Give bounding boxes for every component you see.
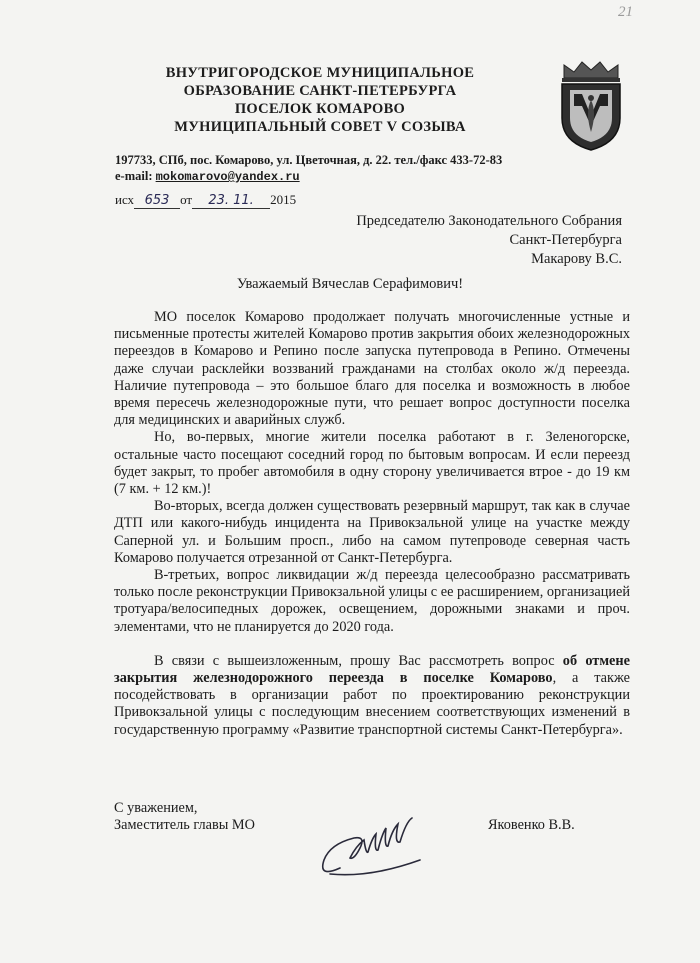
signer-name: Яковенко В.В. xyxy=(488,817,575,833)
paragraph-4: В-третьих, вопрос ликвидации ж/д переезда целесообразно рассматривать только после реконструкции Привокзальной улицы с ее расширением, организацией тротуара/велосипедных дорожек, освещением, дорожными знаками и проч. элементами, что не планируется до 2020 года. xyxy=(114,567,630,635)
email-label: e-mail: xyxy=(115,169,156,183)
letterhead-line-2: ОБРАЗОВАНИЕ САНКТ-ПЕТЕРБУРГА xyxy=(183,83,457,99)
salutation: Уважаемый Вячеслав Серафимович! xyxy=(236,276,464,292)
addressee-line-3: Макарову В.С. xyxy=(531,251,622,267)
closing-regards: С уважением, xyxy=(114,800,198,816)
ref-date: 23. 11. xyxy=(192,193,270,209)
letterhead-title xyxy=(140,64,500,136)
paragraph-5 xyxy=(114,653,630,739)
ref-number: 653 xyxy=(134,193,180,209)
paragraph-1: МО поселок Комарово продолжает получать многочисленные устные и письменные протесты жителей Комарово против закрытия обоих железнодорожных переездов в Комарово и Репино после запуска путепровода в Репино. Отмечены даже случаи расклейки воззваний гражданами на столбах около ж/д переезда. Наличие путепровода – это большое благо для поселка и возможность в любое время пересечь железнодорожные пути, что решает вопрос доступности поселка для медицинских и аварийных служб. xyxy=(114,309,630,429)
postal-address: 197733, СПб, пос. Комарово, ул. Цветочная, д. 22. тел./факс 433-72-83 xyxy=(115,153,503,167)
address-block xyxy=(115,152,502,185)
addressee-line-2: Санкт-Петербурга xyxy=(509,232,622,248)
ref-middle: от xyxy=(180,192,193,207)
letter-body xyxy=(114,309,630,739)
paragraph-5-end: , а также посодействовать в организации работ по проектированию реконструкции Привокзальной улицы с последующим внесением соответствующих изменений в государственную программу «Развитие транспортной системы Санкт-Петербурга». xyxy=(114,670,630,738)
email-address: mokomarovo@yandex.ru xyxy=(155,170,300,184)
paragraph-5-start: В связи с вышеизложенным, прошу Вас рассмотреть вопрос xyxy=(154,652,563,669)
addressee-block xyxy=(356,212,622,269)
page-number-mark: 21 xyxy=(618,4,633,20)
paragraph-2: Но, во-первых, многие жители поселка работают в г. Зеленогорске, остальные часто посещают соседний город по бытовым вопросам. И если переезд будет закрыт, то пробег автомобиля в одну сторону увеличивается втрое - до 19 км (7 км. + 12 км.)! xyxy=(114,429,630,498)
closing-block xyxy=(114,800,255,834)
ref-prefix: исх xyxy=(115,192,135,207)
handwritten-signature xyxy=(310,808,430,888)
coat-of-arms-emblem xyxy=(556,60,626,152)
letterhead-line-1: ВНУТРИГОРОДСКОЕ МУНИЦИПАЛЬНОЕ xyxy=(165,65,475,81)
paragraph-3: Во-вторых, всегда должен существовать резервный маршрут, так как в случае ДТП или какого-нибудь инцидента на Привокзальной улице на участке между Саперной ул. и Большим просп., либо на самом путепроводе северная часть Комарово получается отрезанной от Санкт-Петербурга. xyxy=(114,498,630,566)
signer-position: Заместитель главы МО xyxy=(114,817,255,834)
outgoing-reference xyxy=(115,192,296,209)
addressee-line-1: Председателю Законодательного Собрания xyxy=(356,213,622,229)
ref-year: 2015 xyxy=(270,192,297,207)
letterhead-line-3: ПОСЕЛОК КОМАРОВО xyxy=(234,101,406,117)
letterhead-line-4: МУНИЦИПАЛЬНЫЙ СОВЕТ V СОЗЫВА xyxy=(174,119,466,135)
email-line xyxy=(115,168,502,185)
paragraph-5-bold: об отмене закрытия железнодорожного переезда в поселке Комарово xyxy=(114,652,630,687)
